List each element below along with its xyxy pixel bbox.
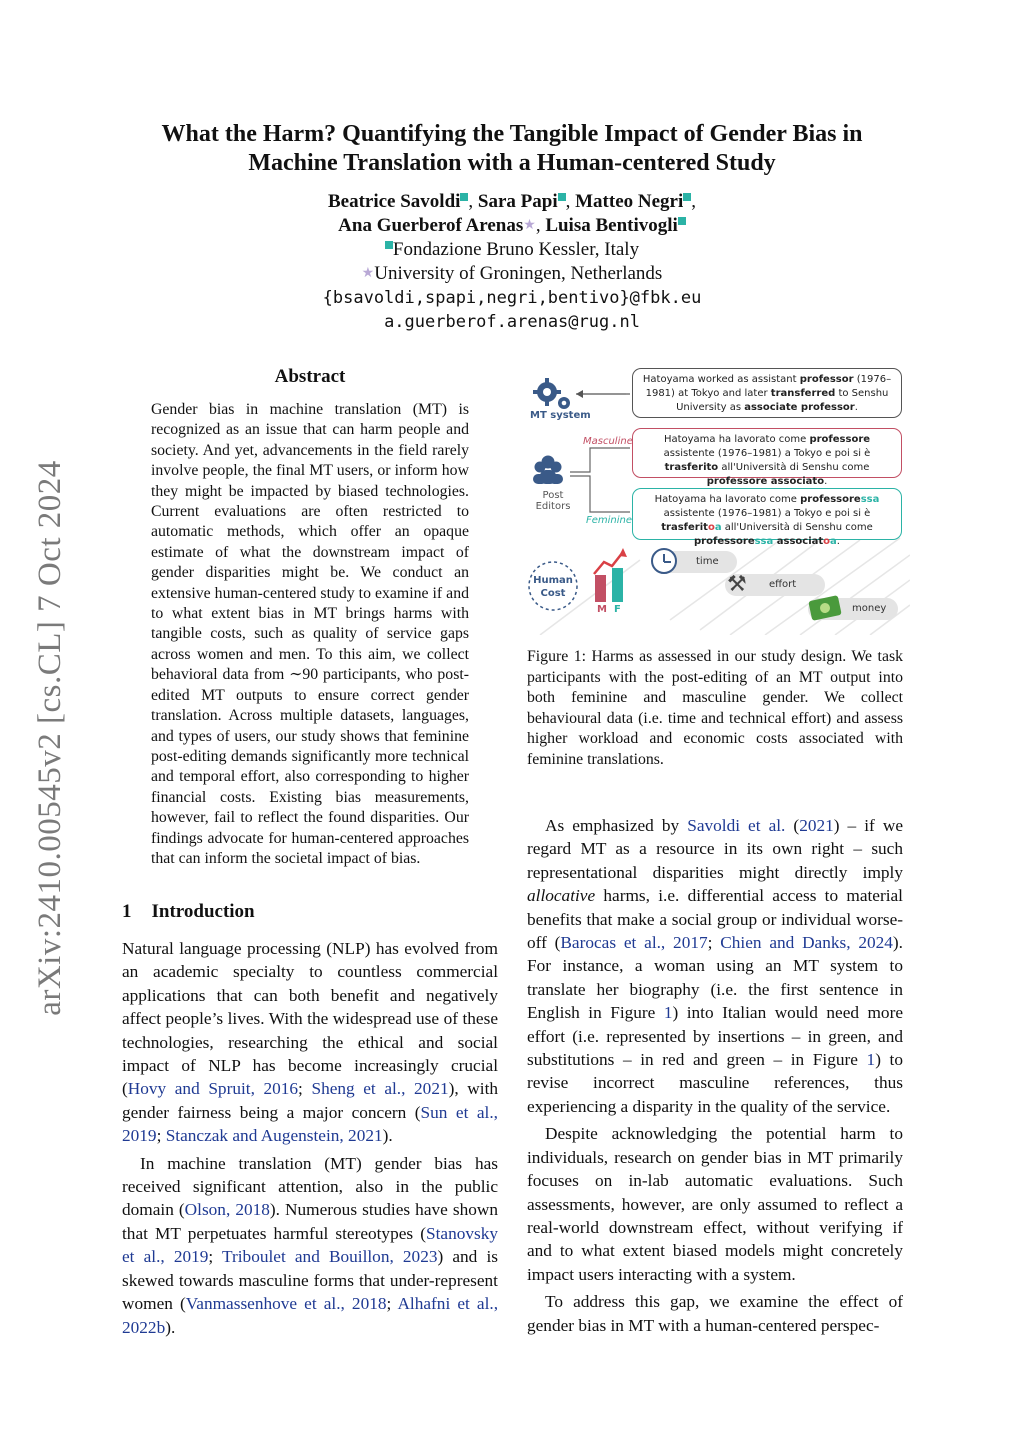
- section-title: Introduction: [151, 901, 255, 922]
- section-heading: [122, 901, 255, 923]
- human-cost-label: Human Cost: [533, 575, 573, 599]
- abstract-heading: Abstract: [274, 366, 346, 387]
- section-number: 1: [122, 901, 132, 922]
- arxiv-identifier: arXiv:2410.00545v2 [cs.CL] 7 Oct 2024: [32, 460, 68, 1016]
- fbk-affiliation-marker-icon: [558, 193, 566, 201]
- masculine-branch: [570, 448, 630, 472]
- author-name: Beatrice Savoldi: [327, 191, 461, 212]
- fbk-affiliation-marker-icon: [683, 193, 691, 201]
- paper-title: [120, 120, 904, 178]
- tools-icon: ⚒: [727, 572, 747, 597]
- effort-pill: effort: [725, 574, 825, 596]
- title-line-2: Machine Translation with a Human-centered Study: [248, 150, 776, 176]
- author-name: Sara Papi: [477, 191, 558, 212]
- figure-reference-link[interactable]: 1: [866, 1050, 876, 1070]
- paragraph: Natural language processing (NLP) has evolved from an academic specialty to countless commercial applications that can both benefit and negatively affect people’s lives. With the widespread use of these technologies, researching the ethical and social impact of NLP has become increasingly crucial (Hovy and Spruit, 2016; Sheng et al., 2021), with gender fairness being a major concern (Sun et al., 2019; Stanczak and Augenstein, 2021).: [122, 939, 499, 1146]
- paragraph: Despite acknowledging the potential harm to individuals, research on gender bias in MT primarily focuses on in-lab automatic evaluations. Such assessments, however, are only assumed to reflect a real-world downstream effect, without verifying if and to what extent biased models might concretely impact users interacting with a system.: [527, 1124, 903, 1284]
- citation-link[interactable]: Stanovsky et al., 2019: [122, 1223, 498, 1267]
- affiliation: Fondazione Bruno Kessler, Italy: [392, 239, 640, 260]
- masculine-translation-box: Hatoyama ha lavorato come professore assistente (1976–1981) a Tokyo e poi si è trasferito all'Università di Senshu come professore associato.: [632, 428, 902, 478]
- intro-left-column: [122, 937, 498, 1339]
- intro-right-column: [527, 814, 903, 1337]
- paragraph: As emphasized by Savoldi et al. (2021) – if we regard MT as a resource in its own right – such representational disparities might directly imply allocative harms, i.e. differential access to material benefits that make a social group or individual worse-off (Barocas et al., 2017; Chien and Danks, 2024). For instance, a woman using an MT system to translate her biography (i.e. the first sentence in English in Figure 1) into Italian would need more effort (i.e. represented by insertions – in green, and substitutions – in red and green – in Figure 1) to revise incorrect masculine references, thus experiencing a disparity in the quality of the service.: [527, 816, 904, 1116]
- gear-icon: [533, 378, 570, 409]
- citation-link[interactable]: Stanczak and Augenstein, 2021: [165, 1126, 383, 1146]
- author-name: Ana Guerberof Arenas: [338, 215, 524, 236]
- author-name: Luisa Bentivogli: [545, 215, 678, 236]
- feminine-translation-box: Hatoyama ha lavorato come professoressa assistente (1976–1981) a Tokyo e poi si è trasferitoa all'Università di Senshu come professoressa associatoa.: [632, 488, 902, 540]
- fbk-affiliation-marker-icon: [460, 193, 468, 201]
- groningen-affiliation-marker-icon: ★: [361, 266, 375, 281]
- groningen-affiliation-marker-icon: ★: [523, 218, 536, 233]
- paragraph: To address this gap, we examine the effect of gender bias in MT with a human-centered perspec-: [527, 1292, 903, 1335]
- citation-link[interactable]: Vanmassenhove et al., 2018: [185, 1294, 387, 1314]
- money-pill: money: [808, 598, 898, 620]
- feminine-branch: [570, 476, 630, 512]
- author-email: a.guerberof.arenas@rug.nl: [384, 312, 640, 332]
- citation-link[interactable]: 2021: [799, 816, 834, 835]
- bar-label-f: F: [614, 604, 621, 615]
- paragraph: In machine translation (MT) gender bias has received significant attention, also in the public domain (Olson, 2018). Numerous studies have shown that MT perpetuates harmful stereotypes (Stanovsky et al., 2019; Triboulet and Bouillon, 2023) and is skewed towards masculine forms that under-represent women (Vanmassenhove et al., 2018; Alhafni et al., 2022b).: [122, 1153, 499, 1337]
- mt-system-label: MT system: [530, 410, 591, 421]
- author-email: {bsavoldi,spapi,negri,bentivo}@fbk.eu: [322, 288, 702, 308]
- affiliation: University of Groningen, Netherlands: [374, 263, 663, 284]
- citation-link[interactable]: Barocas et al., 2017: [560, 933, 708, 953]
- author-block: Beatrice Savoldi , Sara Papi , Matteo Negri , Ana Guerberof Arenas★, Luisa Bentivogli Fondazione Bruno Kessler, Italy ★University of Groningen, Netherlands {bsavoldi,spapi,negri,bentivo}@fbk.eu a.guerberof.arenas@rug.nl: [120, 190, 904, 334]
- source-sentence-box: Hatoyama worked as assistant professor (1976–1981) at Tokyo and later transferred to Senshu University as associate professor.: [632, 368, 902, 418]
- figure-reference-link[interactable]: 1: [663, 1003, 673, 1023]
- time-pill: time: [652, 551, 737, 573]
- citation-link[interactable]: Sun et al., 2019: [122, 1102, 498, 1146]
- fbk-affiliation-marker-icon: [678, 217, 686, 225]
- citation-link[interactable]: Alhafni et al., 2022b: [122, 1294, 499, 1337]
- figure-caption: Figure 1: Harms as assessed in our study design. We task participants with the post-editing of an MT output into both feminine and masculine gender. We collect behavioural data (i.e. time and technical effort) and assess higher workload and economic costs associated with feminine translations.: [527, 648, 903, 768]
- bar-label-m: M: [597, 604, 607, 615]
- bar-chart-icon: [594, 548, 627, 602]
- citation-link[interactable]: Triboulet and Bouillon, 2023: [222, 1247, 438, 1267]
- feminine-label: Feminine: [586, 515, 633, 526]
- post-editors-icon: [533, 456, 563, 485]
- abstract-text: Gender bias in machine translation (MT) is recognized as an issue that can harm people and society. And yet, advancements in the field rarely involve people, the final MT users, or inform how they might be impacted by biased technologies. Current evaluations are often restricted to automatic methods, which offer an opaque estimate of what the downstream impact of gender disparities might be. We conduct an extensive human-centered study to examine if and to what extent bias in MT brings harms with tangible costs, such as quality of service gaps across women and men. To this aim, we collect behavioral data from ∼90 participants, who post-edited MT outputs to ensure correct gender translation. Across multiple datasets, languages, and types of users, our study shows that feminine post-editing demands significantly more technical and temporal effort, also corresponding to higher financial costs. Existing bias measurements, however, fail to reflect the found disparities. Our findings advocate for human-centered approaches that can inform the societal impact of bias.: [151, 401, 469, 867]
- masculine-label: Masculine: [583, 436, 633, 447]
- figure-1: [520, 360, 910, 635]
- citation-link[interactable]: Hovy and Spruit, 2016: [127, 1079, 299, 1099]
- citation-link[interactable]: Chien and Danks, 2024: [720, 933, 893, 953]
- title-line-1: What the Harm? Quantifying the Tangible Impact of Gender Bias in: [161, 121, 863, 147]
- post-editors-label: Post Editors: [535, 490, 571, 512]
- fbk-affiliation-marker-icon: [385, 241, 393, 249]
- author-name: Matteo Negri: [575, 191, 684, 212]
- citation-link[interactable]: Savoldi et al.: [687, 816, 786, 835]
- arrow-head-icon: [576, 390, 583, 398]
- citation-link[interactable]: Olson, 2018: [184, 1200, 270, 1220]
- citation-link[interactable]: Sheng et al., 2021: [311, 1079, 449, 1099]
- clock-icon: [651, 548, 677, 574]
